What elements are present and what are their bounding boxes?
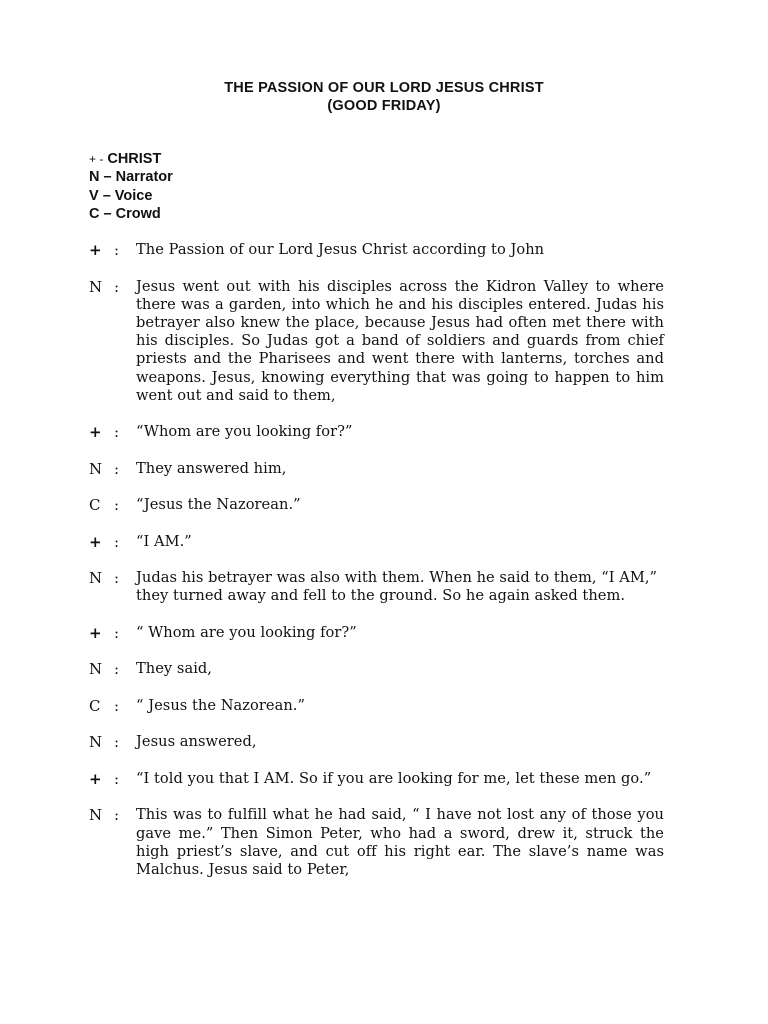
dialogue-text: They answered him, <box>136 459 287 477</box>
dialogue-text: They said, <box>136 660 212 678</box>
dialogue-entry <box>0 496 768 514</box>
colon-separator: : <box>114 423 120 442</box>
dialogue-entry <box>0 241 768 259</box>
speaker-marker: N <box>89 277 103 296</box>
speaker-marker: N <box>89 733 103 752</box>
speaker-marker: + <box>89 241 102 259</box>
speaker-marker: + <box>89 769 102 788</box>
legend-item-voice <box>89 187 173 205</box>
speaker-marker: N <box>89 459 103 478</box>
dialogue-text: This was to fulfill what he had said, “ I have not lost any of those you gave me.” Then Simon Peter, who had a sword, drew it, struck the high priest’s slave, and cut off his right ear. The slave’s name was Malchus. Jesus said to Peter, <box>136 806 664 879</box>
dialogue-entry <box>0 460 768 478</box>
colon-separator: : <box>114 459 120 478</box>
colon-separator: : <box>114 496 120 515</box>
dialogue-entry <box>0 697 768 715</box>
speaker-marker: + <box>89 623 102 642</box>
dialogue-text: “Whom are you looking for?” <box>136 423 353 441</box>
speaker-marker: N <box>89 569 103 588</box>
dialogue-text: “I told you that I AM. So if you are looking for me, let these men go.” <box>136 769 652 787</box>
dialogue-entry <box>0 806 768 879</box>
dialogue-text: The Passion of our Lord Jesus Christ according to John <box>136 241 545 258</box>
dialogue-text: “ Whom are you looking for?” <box>136 623 357 641</box>
colon-separator: : <box>114 769 120 788</box>
dialogue-text: “ Jesus the Nazorean.” <box>136 696 305 714</box>
dialogue-text: “I AM.” <box>136 532 192 550</box>
passion-dialogue <box>0 241 768 898</box>
legend-item-narrator <box>89 168 173 186</box>
colon-separator: : <box>114 623 120 642</box>
dialogue-entry <box>0 278 768 405</box>
colon-separator: : <box>114 532 120 551</box>
dialogue-text: “Jesus the Nazorean.” <box>136 496 301 514</box>
colon-separator: : <box>114 696 120 715</box>
dialogue-entry <box>0 423 768 441</box>
speaker-marker: N <box>89 660 103 679</box>
colon-separator: : <box>114 569 120 588</box>
legend-label: C – Crowd <box>89 205 161 222</box>
dialogue-text: Jesus answered, <box>136 733 257 751</box>
colon-separator: : <box>114 806 120 825</box>
dialogue-entry <box>0 660 768 678</box>
legend-symbol: + - <box>89 152 104 166</box>
dialogue-text: Judas his betrayer was also with them. When he said to them, “I AM,” they turned away and fell to the ground. So he again asked them. <box>136 569 658 605</box>
speaker-marker: C <box>89 496 101 515</box>
colon-separator: : <box>114 277 120 296</box>
dialogue-entry <box>0 770 768 788</box>
document-title <box>0 79 768 115</box>
speaker-marker: C <box>89 696 101 715</box>
legend-item-crowd <box>89 205 173 223</box>
title-line-2: (GOOD FRIDAY) <box>327 98 441 114</box>
speaker-marker: N <box>89 806 103 825</box>
speaker-legend <box>89 150 173 223</box>
speaker-marker: + <box>89 423 102 442</box>
legend-label: CHRIST <box>107 151 162 167</box>
legend-label: N – Narrator <box>89 169 173 186</box>
legend-label: V – Voice <box>89 187 153 204</box>
speaker-marker: + <box>89 532 102 551</box>
colon-separator: : <box>114 241 120 259</box>
colon-separator: : <box>114 733 120 752</box>
dialogue-entry <box>0 569 768 605</box>
dialogue-entry <box>0 733 768 751</box>
legend-item-christ <box>89 150 173 168</box>
dialogue-text: Jesus went out with his disciples across the Kidron Valley to where there was a garden, into which he and his disciples entered. Judas his betrayer also knew the place, because Jesus had often met there with his disciples. So Judas got a band of soldiers and guards from chief priests and the Pharisees and went there with lanterns, torches and weapons. Jesus, knowing everything that was going to happen to him went out and said to them, <box>136 277 664 404</box>
colon-separator: : <box>114 660 120 679</box>
dialogue-entry <box>0 533 768 551</box>
title-line-1: THE PASSION OF OUR LORD JESUS CHRIST <box>224 80 544 96</box>
dialogue-entry <box>0 624 768 642</box>
